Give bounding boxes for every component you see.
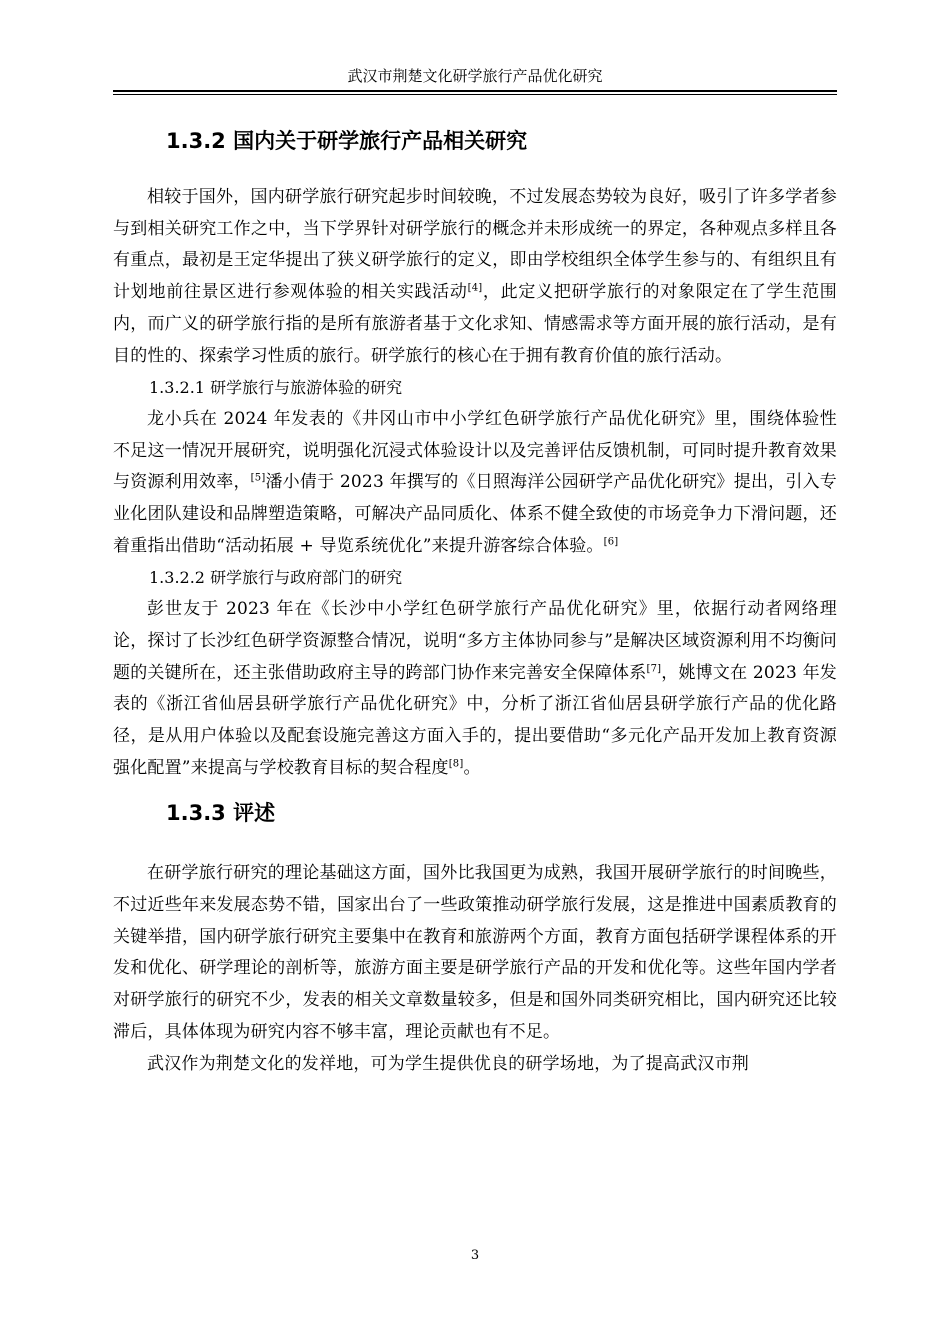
paragraph-text: 潘小倩于 2023 年撰写的《日照海洋公园研学产品优化研究》提出，引入专业化团队建设和品牌塑造策略，可解决产品同质化、体系不健全致使的市场竞争力下滑问题，还着重指出借助“活动拓展 + 导览系统优化”来提升游客综合体验。	[113, 472, 837, 556]
paragraph-text: ，姚博文在 2023 年发表的《浙江省仙居县研学旅行产品优化研究》中，分析了浙江省仙居县研学旅行产品的优化路径，是从用户体验以及配套设施完善这方面入手的，提出要借助“多元化产品开发加上教育资源强化配置”来提高与学校教育目标的契合程度	[113, 662, 838, 778]
citation-marker: [4]	[467, 282, 483, 294]
page-body	[113, 112, 837, 1080]
section-heading-1-3-2: 1.3.2 国内关于研学旅行产品相关研究	[166, 129, 528, 153]
paragraph	[113, 182, 837, 372]
citation-marker: [7]	[646, 662, 662, 674]
paragraph-text: 龙小兵在 2024 年发表的《井冈山市中小学红色研学旅行产品优化研究》里，围绕体验性不足这一情况开展研究，说明强化沉浸式体验设计以及完善评估反馈机制，可同时提升教育效果与资源利用效率，	[113, 408, 837, 493]
citation-marker: [6]	[603, 536, 619, 548]
section-heading-1-3-3: 1.3.3 评述	[166, 801, 276, 826]
header-rule-secondary	[113, 94, 837, 95]
paragraph	[113, 404, 837, 563]
paragraph	[113, 594, 837, 784]
paragraph-text: 彭世友于 2023 年在《长沙中小学红色研学旅行产品优化研究》里，依据行动者网络理论，探讨了长沙红色研学资源整合情况，说明“多方主体协同参与”是解决区域资源利用不均衡问题的关键所在，还主张借助政府主导的跨部门协作来完善安全保障体系	[113, 599, 837, 683]
citation-marker: [5]	[250, 472, 266, 484]
subsection-heading-1-3-2-1: 1.3.2.1 研学旅行与旅游体验的研究	[149, 378, 403, 398]
paragraph-text: 相较于国外，国内研学旅行研究起步时间较晚，不过发展态势较为良好，吸引了许多学者参与到相关研究工作之中，当下学界针对研学旅行的概念并未形成统一的界定，各种观点多样且各有重点，最初是王定华提出了狭义研学旅行的定义，即由学校组织全体学生参与的、有组织且有计划地前往景区进行参观体验的相关实践活动	[113, 187, 837, 303]
citation-marker: [8]	[448, 758, 464, 769]
page-number: 3	[470, 1248, 480, 1263]
header-rule	[113, 90, 837, 92]
paragraph: 在研学旅行研究的理论基础这方面，国外比我国更为成熟，我国开展研学旅行的时间晚些，不过近些年来发展态势不错，国家出台了一些政策推动研学旅行发展，这是推进中国素质教育的关键举措，国内研学旅行研究主要集中在教育和旅游两个方面，教育方面包括研学课程体系的开发和优化、研学理论的剖析等，旅游方面主要是研学旅行产品的开发和优化等。这些年国内学者对研学旅行的研究不少，发表的相关文章数量较多，但是和国外同类研究相比，国内研究还比较滞后，具体体现为研究内容不够丰富，理论贡献也有不足。	[113, 863, 837, 1042]
paragraph-text: ，此定义把研学旅行的对象限定在了学生范围内，而广义的研学旅行指的是所有旅游者基于文化求知、情感需求等方面开展的旅行活动，是有目的性的、探索学习性质的旅行。研学旅行的核心在于拥有教育价值的旅行活动。	[113, 282, 838, 366]
running-header: 武汉市荆楚文化研学旅行产品优化研究	[347, 67, 603, 85]
subsection-heading-1-3-2-2: 1.3.2.2 研学旅行与政府部门的研究	[149, 568, 403, 588]
paragraph-text: 。	[463, 757, 481, 778]
paragraph: 武汉作为荆楚文化的发祥地，可为学生提供优良的研学场地，为了提高武汉市荆	[147, 1053, 749, 1074]
